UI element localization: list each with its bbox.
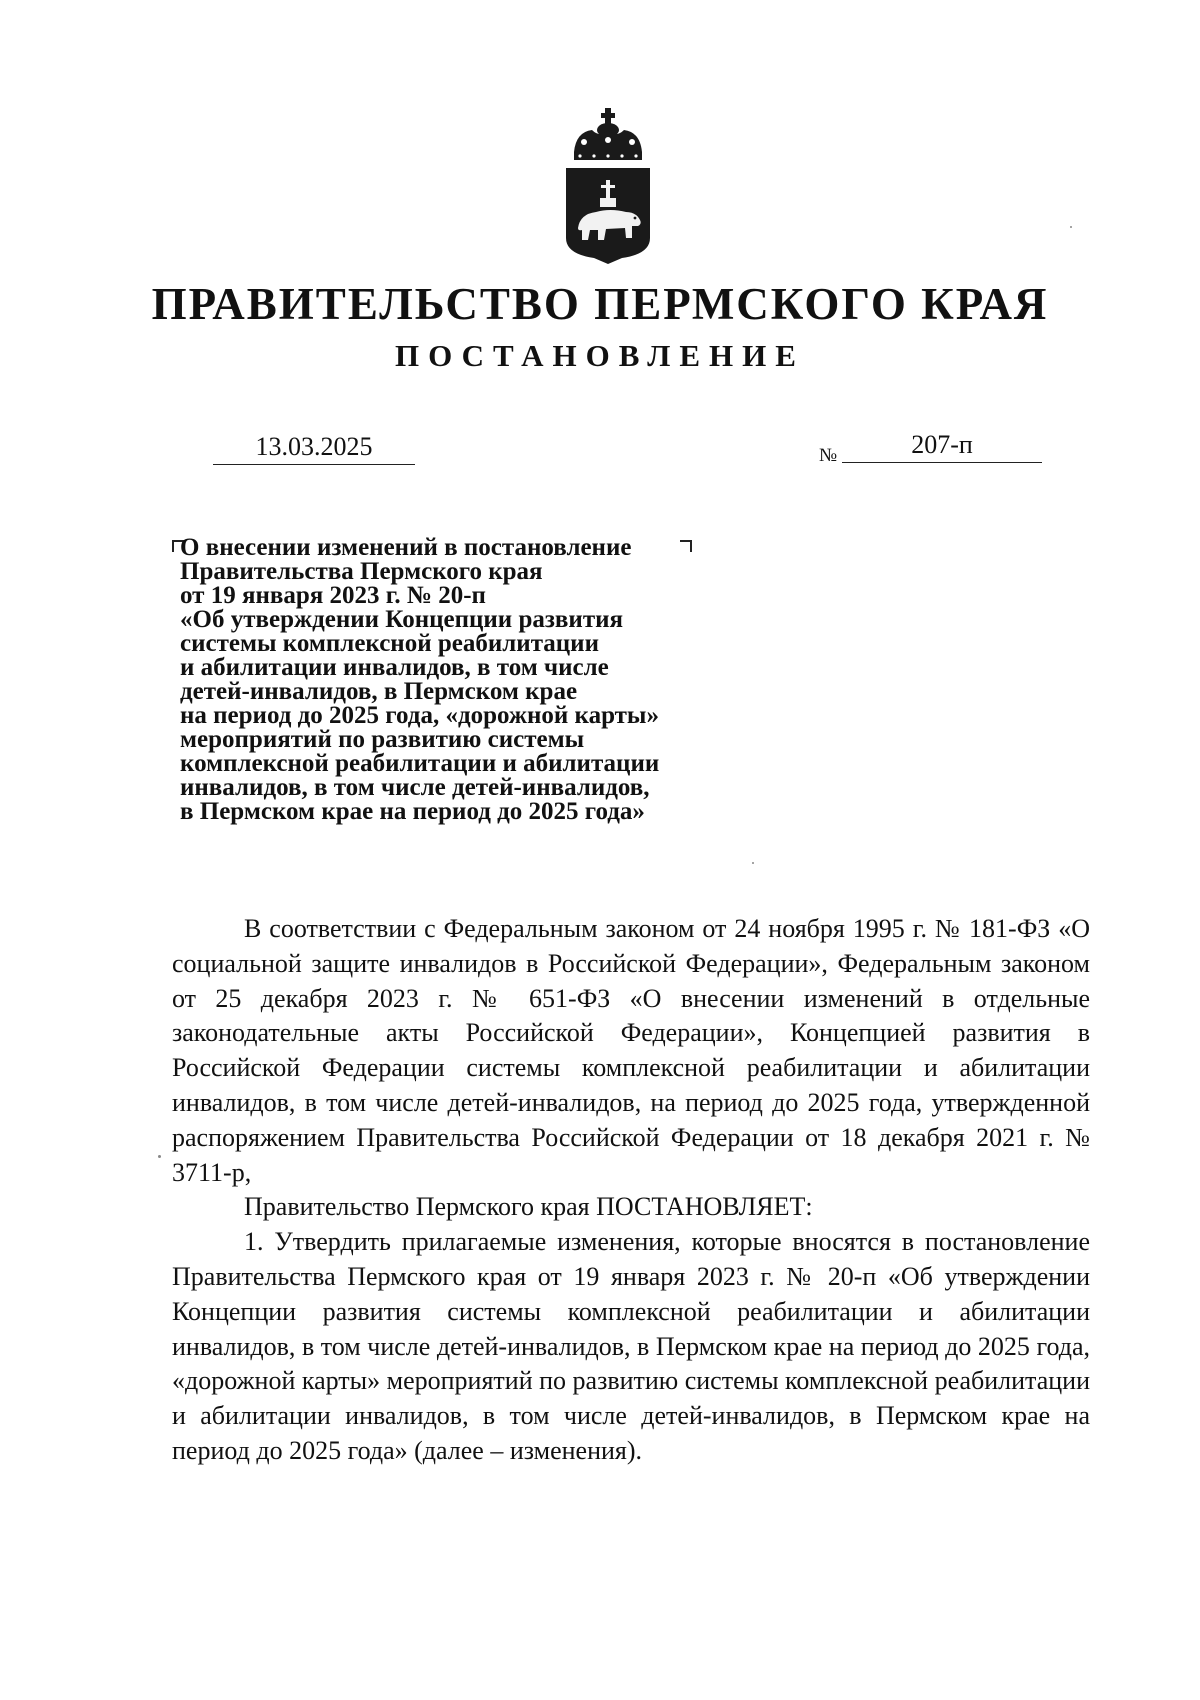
document-date: 13.03.2025 [213,432,415,465]
subject-line: Правительства Пермского края [180,558,543,585]
document-body [172,912,1090,1469]
subject-line: детей-инвалидов, в Пермском крае [180,678,578,705]
subject-line: «Об утверждении Концепции развития [180,606,624,633]
document-type: ПОСТАНОВЛЕНИЕ [395,338,805,373]
document-subject [180,536,780,824]
subject-line: в Пермском крае на период до 2025 года» [180,798,645,825]
subject-line: системы комплексной реабилитации [180,630,599,657]
preamble-paragraph: В соответствии с Федеральным законом от 24 ноября 1995 г. № 181-ФЗ «О социальной защите инвалидов в Российской Федерации», Федеральным законом от 25 декабря 2023 г. № 651-ФЗ «О внесении изменений в отдельные законодательные акты Российской Федерации», Концепцией развития в Российской Федерации системы комплексной реабилитации и абилитации инвалидов, в том числе детей-инвалидов, на период до 2025 года, утвержденной распоряжением Правительства Российской Федерации от 18 декабря 2021 г. № 3711-р, [172,914,1090,1187]
subject-line: комплексной реабилитации и абилитации [180,750,660,777]
crown-icon [574,108,642,160]
scan-speck [752,862,754,864]
subject-line: на период до 2025 года, «дорожной карты» [180,702,659,729]
subject-line: от 19 января 2023 г. № 20-п [180,582,486,609]
scan-speck [158,1155,161,1158]
subject-line: мероприятий по развитию системы [180,726,585,753]
perm-krai-coat-of-arms-icon [560,108,656,264]
item-1-paragraph: 1. Утвердить прилагаемые изменения, которые вносятся в постановление Правительства Пермского края от 19 января 2023 г. № 20-п «Об утверждении Концепции развития системы комплексной реабилитации и абилитации инвалидов, в том числе детей-инвалидов, в Пермском крае на период до 2025 года, «дорожной карты» мероприятий по развитию системы комплексной реабилитации и абилитации инвалидов, в том числе детей-инвалидов, в Пермском крае на период до 2025 года» (далее – изменения). [172,1227,1090,1465]
document-number: 207-п [842,430,1042,463]
government-title: ПРАВИТЕЛЬСТВО ПЕРМСКОГО КРАЯ [151,279,1049,329]
scan-speck [1070,226,1072,228]
subject-line: и абилитации инвалидов, в том числе [180,654,609,681]
subject-line: инвалидов, в том числе детей-инвалидов, [180,774,650,801]
resolution-paragraph: Правительство Пермского края ПОСТАНОВЛЯЕТ: [244,1192,813,1222]
number-sign: № [819,445,838,466]
subject-line: О внесении изменений в постановление [180,534,632,561]
